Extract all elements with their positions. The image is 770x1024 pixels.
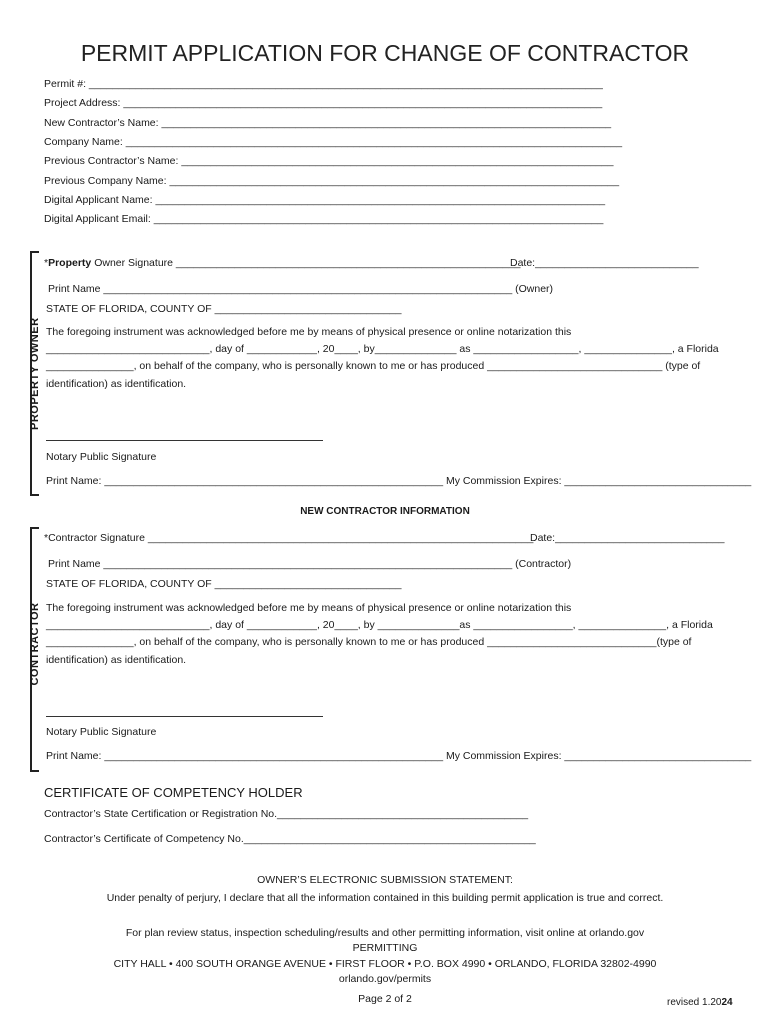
- digital-applicant-name-field[interactable]: Digital Applicant Name: _____________________________________________________________________________: [44, 194, 606, 206]
- previous-contractor-name-field[interactable]: Previous Contractor’s Name: __________________________________________________________________________: [44, 155, 614, 167]
- page-title: PERMIT APPLICATION FOR CHANGE OF CONTRACTOR: [80, 40, 690, 66]
- contractor-ack-line-3[interactable]: _______________, on behalf of the company, who is personally known to me or has produced _____________________________(type of: [46, 636, 692, 648]
- property-owner-label: PROPERTY OWNER: [29, 317, 41, 430]
- owner-state-county-field[interactable]: STATE OF FLORIDA, COUNTY OF ________________________________: [46, 303, 402, 315]
- contractor-notary-signature-line[interactable]: [46, 716, 323, 717]
- revision-prefix: revised 1.20: [667, 997, 722, 1008]
- contractor-ack-line-2[interactable]: ____________________________, day of ____________, 20____, by ______________as _________________, _______________, a Florida: [46, 619, 713, 631]
- footer-url[interactable]: orlando.gov/permits: [338, 973, 432, 985]
- contractor-date-field[interactable]: Date:_____________________________: [530, 532, 725, 544]
- competency-number-field[interactable]: Contractor’s Certificate of Competency No.__________________________________________________: [44, 833, 536, 845]
- company-name-field[interactable]: Company Name: _____________________________________________________________________________________: [44, 136, 623, 148]
- owner-signature-field[interactable]: [44, 257, 520, 269]
- revision-date: [667, 997, 733, 1008]
- owner-notary-signature-label: Notary Public Signature: [46, 451, 157, 463]
- previous-company-name-field[interactable]: Previous Company Name: _____________________________________________________________________________: [44, 175, 620, 187]
- statement-text: Under penalty of perjury, I declare that all the information contained in this building permit application is true and correct.: [106, 892, 664, 904]
- footer-address: CITY HALL • 400 SOUTH ORANGE AVENUE • FIRST FLOOR • P.O. BOX 4990 • ORLANDO, FLORIDA 32802-4990: [113, 958, 657, 970]
- footer-info: For plan review status, inspection scheduling/results and other permitting information, visit online at orlando.gov: [125, 927, 645, 939]
- contractor-ack-line-4: identification) as identification.: [46, 654, 187, 666]
- contractor-print-name-field[interactable]: Print Name ______________________________________________________________________ (Contractor): [48, 558, 572, 570]
- page-number: Page 2 of 2: [358, 993, 412, 1005]
- permit-number-field[interactable]: Permit #: ________________________________________________________________________________________: [44, 78, 603, 90]
- owner-notary-signature-line[interactable]: [46, 440, 323, 441]
- state-certification-field[interactable]: Contractor’s State Certification or Registration No.___________________________________________: [44, 808, 529, 820]
- contractor-notary-signature-label: Notary Public Signature: [46, 726, 157, 738]
- project-address-field[interactable]: Project Address: __________________________________________________________________________________: [44, 97, 603, 109]
- statement-heading: OWNER’S ELECTRONIC SUBMISSION STATEMENT:: [257, 874, 513, 886]
- owner-signature-bold: Property: [48, 257, 92, 269]
- owner-notary-print-field[interactable]: Print Name: __________________________________________________________ My Commission Expires: ________________________________: [46, 475, 752, 487]
- contractor-label: CONTRACTOR: [29, 602, 41, 686]
- required-mark: *: [44, 257, 49, 269]
- new-contractor-heading: NEW CONTRACTOR INFORMATION: [300, 506, 470, 517]
- contractor-signature-field[interactable]: *Contractor Signature __________________________________________________________________: [44, 532, 534, 544]
- certificate-heading: CERTIFICATE OF COMPETENCY HOLDER: [44, 785, 303, 800]
- owner-print-name-field[interactable]: Print Name ______________________________________________________________________ (Owner): [48, 283, 554, 295]
- contractor-state-county-field[interactable]: STATE OF FLORIDA, COUNTY OF ________________________________: [46, 578, 402, 590]
- digital-applicant-email-field[interactable]: Digital Applicant Email: _____________________________________________________________________________: [44, 213, 604, 225]
- owner-ack-line-2[interactable]: ____________________________, day of ____________, 20____, by______________ as __________________, _______________, a Florida: [46, 343, 719, 355]
- owner-ack-line-1: The foregoing instrument was acknowledged before me by means of physical presence or online notarization this: [46, 326, 572, 338]
- revision-suffix: 24: [721, 997, 733, 1008]
- contractor-notary-print-field[interactable]: Print Name: __________________________________________________________ My Commission Expires: ________________________________: [46, 750, 752, 762]
- owner-signature-label: Owner Signature ___________________________________________________________: [91, 257, 521, 269]
- owner-ack-line-4: identification) as identification.: [46, 378, 187, 390]
- owner-ack-line-3[interactable]: _______________, on behalf of the company, who is personally known to me or has produced ______________________________ (type of: [46, 360, 701, 372]
- owner-date-field[interactable]: Date:____________________________: [510, 257, 699, 269]
- contractor-ack-line-1: The foregoing instrument was acknowledged before me by means of physical presence or online notarization this: [46, 602, 572, 614]
- footer-department: PERMITTING: [352, 942, 418, 954]
- new-contractor-name-field[interactable]: New Contractor’s Name: _____________________________________________________________________________: [44, 117, 612, 129]
